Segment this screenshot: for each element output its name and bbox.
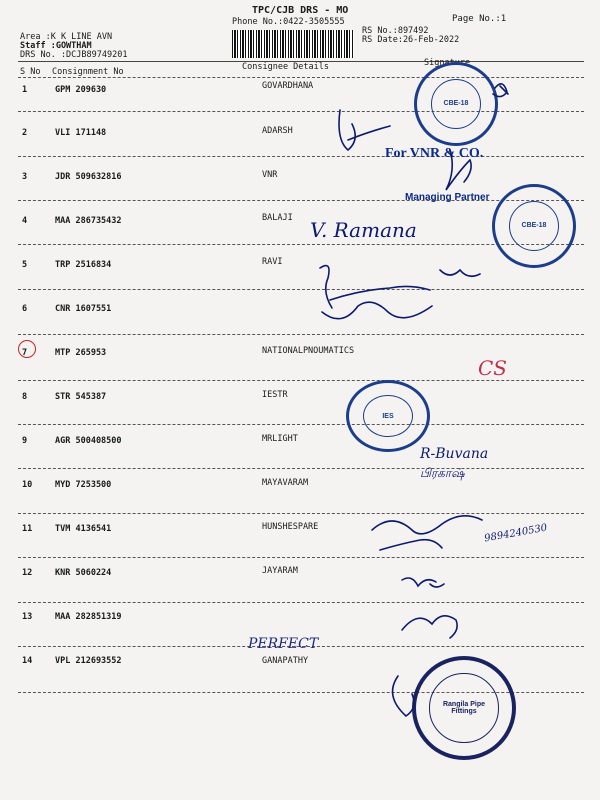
row-consignee: IESTR — [262, 390, 288, 400]
row-consignee: JAYARAM — [262, 566, 298, 576]
handwritten-tamil: பிரகாஷ் — [420, 466, 465, 480]
phone-number: Phone No.:0422-3505555 — [232, 17, 345, 27]
stamp-text: IES — [363, 395, 413, 438]
perfect-annotation: PERFECT — [248, 636, 319, 652]
row-sno: 10 — [22, 480, 33, 490]
rs-date: RS Date:26-Feb-2022 — [362, 35, 460, 45]
row-consignment: TRP 2516834 — [55, 260, 112, 270]
managing-partner-text: Managing Partner — [405, 192, 490, 203]
row-consignee: MRLIGHT — [262, 434, 298, 444]
row-consignment: VLI 171148 — [55, 128, 107, 138]
row-consignment: MAA 286735432 — [55, 216, 122, 226]
row-sno: 13 — [22, 612, 33, 622]
col-header-consignment: Consignment No — [52, 67, 124, 77]
row-sno: 14 — [22, 656, 33, 666]
row-sno: 8 — [22, 392, 28, 402]
staff-label: Staff :GOWTHAM — [20, 41, 92, 51]
row-sno: 9 — [22, 436, 28, 446]
row-consignment: KNR 5060224 — [55, 568, 112, 578]
page-number: Page No.:1 — [452, 14, 507, 24]
row-consignment: MYD 7253500 — [55, 480, 112, 490]
row-consignment: MAA 282851319 — [55, 612, 122, 622]
row-consignment: JDR 509632816 — [55, 172, 122, 182]
col-header-sno: S No — [20, 67, 41, 77]
drs-number: DRS No. :DCJB89749201 — [20, 50, 128, 60]
row-sno: 2 — [22, 128, 28, 138]
row-sno: 7 — [22, 348, 28, 358]
row-sno: 5 — [22, 260, 28, 270]
handwritten-name: R-Buvana — [420, 446, 489, 462]
row-consignee: NATIONALPNOUMATICS — [262, 346, 355, 356]
row-consignment: VPL 212693552 — [55, 656, 122, 666]
row-consignee: GANAPATHY — [262, 656, 309, 666]
row-consignment: STR 545387 — [55, 392, 107, 402]
row-sno: 1 — [22, 85, 28, 95]
handwritten-phone: 9894240530 — [483, 522, 549, 545]
stamp-text: Rangila Pipe Fittings — [429, 673, 498, 742]
handwritten-signature: V. Ramana — [310, 218, 417, 242]
row-sno: 4 — [22, 216, 28, 226]
row-consignee: HUNSHESPARE — [262, 522, 319, 532]
row-consignment: GPM 209630 — [55, 85, 107, 95]
rs-number: RS No.:897492 — [362, 26, 429, 36]
row-consignment: TVM 4136541 — [55, 524, 112, 534]
row-consignee: RAVI — [262, 257, 283, 267]
sheet-title: TPC/CJB DRS - MO — [252, 5, 349, 16]
row-consignee: ADARSH — [262, 126, 293, 136]
row-sno: 11 — [22, 524, 33, 534]
row-sno: 12 — [22, 568, 33, 578]
area-label: Area :K K LINE AVN — [20, 32, 113, 42]
row-sno: 3 — [22, 172, 28, 182]
row-consignment: AGR 500408500 — [55, 436, 122, 446]
cs-annotation: CS — [478, 356, 508, 380]
col-header-consignee: Consignee Details — [242, 62, 329, 72]
stamp-text: CBE-18 — [509, 201, 559, 251]
row-consignee: GOVARDHANA — [262, 81, 314, 91]
stamp-text: CBE-18 — [431, 79, 481, 129]
col-header-signature: Signature — [424, 58, 471, 68]
row-consignee: VNR — [262, 170, 278, 180]
vnr-stamp-text: For VNR & CO. — [385, 146, 484, 161]
row-sno: 6 — [22, 304, 28, 314]
row-consignment: MTP 265953 — [55, 348, 107, 358]
row-consignment: CNR 1607551 — [55, 304, 112, 314]
row-consignee: MAYAVARAM — [262, 478, 309, 488]
row-consignee: BALAJI — [262, 213, 293, 223]
